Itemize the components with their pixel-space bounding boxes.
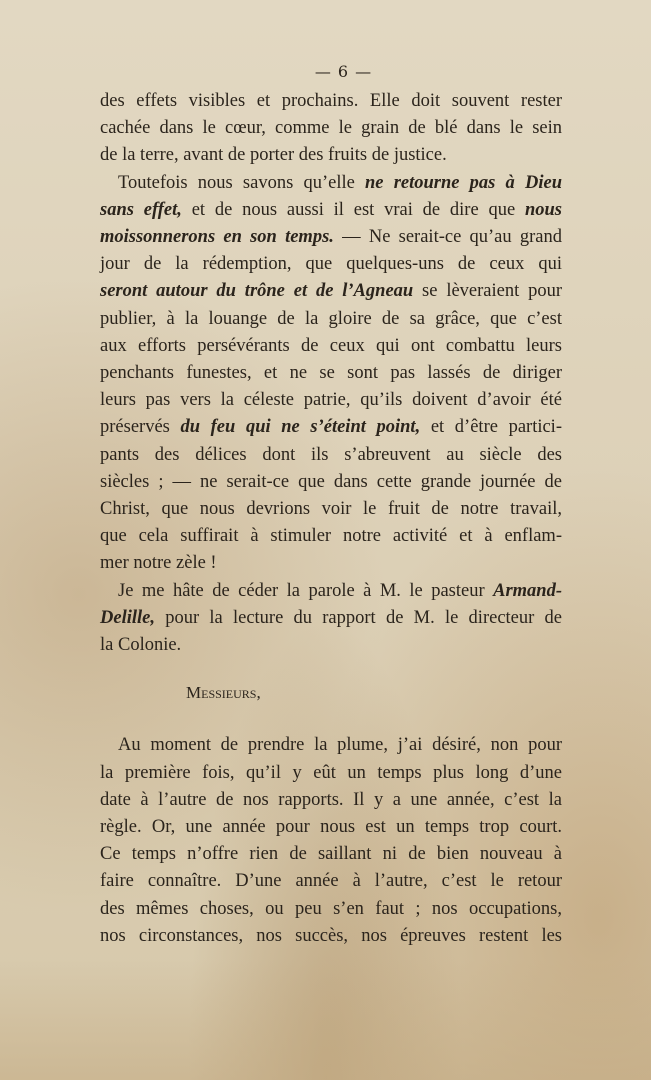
text-run: pour la lecture du rapport de M. le directeur de	[154, 607, 562, 628]
text-run: et d’être partici-	[420, 417, 562, 438]
text-run: penchants funestes, et ne se sont pas lassés de diriger	[100, 363, 562, 384]
text-run: que cela suffirait à stimuler notre activité et à enflam-	[100, 526, 562, 547]
text-line	[100, 197, 562, 224]
text-run: nos circonstances, nos succès, nos épreuves restent les	[100, 925, 562, 946]
italic-text: ne retourne pas à Dieu	[365, 172, 562, 193]
text-line	[100, 278, 562, 305]
page-bottom-edge	[0, 1036, 651, 1080]
text-line	[100, 333, 562, 360]
section-heading: Messieurs,	[186, 683, 261, 703]
text-line	[100, 306, 562, 333]
text-line	[100, 142, 562, 169]
text-run: se lèveraient pour	[413, 281, 563, 302]
text-line	[100, 868, 562, 895]
text-line	[100, 251, 562, 278]
text-run: la première fois, qu’il y eût un temps plus long d’une	[100, 762, 562, 783]
italic-text: Delille,	[100, 607, 155, 628]
text-line	[100, 387, 562, 414]
paragraph	[100, 732, 562, 950]
paragraph	[100, 88, 562, 170]
text-line	[100, 115, 562, 142]
body-text	[100, 88, 562, 950]
text-line	[100, 578, 562, 605]
text-run: la Colonie.	[100, 635, 182, 656]
text-line	[100, 88, 562, 115]
text-line	[100, 224, 562, 251]
text-line	[100, 523, 562, 550]
text-run: siècles ; — ne serait-ce que dans cette grande journée de	[100, 471, 562, 492]
text-run: mer notre zèle !	[100, 553, 217, 574]
text-run: et de nous aussi il est vrai de dire que	[181, 199, 525, 220]
text-line	[100, 469, 562, 496]
text-line	[100, 814, 562, 841]
italic-text: sans effet,	[100, 199, 182, 220]
italic-text: seront autour du trône et de l’Agneau	[100, 281, 414, 302]
text-run: des mêmes choses, ou peu s’en faut ; nos occupations,	[100, 898, 562, 919]
text-line	[100, 896, 562, 923]
text-line	[100, 923, 562, 950]
text-line	[100, 760, 562, 787]
text-line	[100, 170, 562, 197]
paragraph	[100, 170, 562, 578]
text-run: cachée dans le cœur, comme le grain de blé dans le sein	[100, 118, 562, 139]
page-number: — 6 —	[314, 62, 373, 81]
text-line	[100, 841, 562, 868]
paragraph	[100, 578, 562, 660]
text-run: leurs pas vers la céleste patrie, qu’ils doivent d’avoir été	[100, 390, 562, 411]
text-line	[100, 360, 562, 387]
text-run: date à l’autre de nos rapports. Il y a une année, c’est la	[100, 789, 562, 810]
text-run: Christ, que nous devrions voir le fruit de notre travail,	[100, 499, 562, 520]
text-run: publier, à la louange de la gloire de sa grâce, que c’est	[100, 308, 562, 329]
italic-text: nous	[524, 199, 562, 220]
text-run: des effets visibles et prochains. Elle doit souvent rester	[100, 91, 562, 111]
text-line	[100, 732, 562, 759]
text-run: faire connaître. D’une année à l’autre, c’est le retour	[100, 871, 562, 892]
text-line	[100, 632, 562, 659]
italic-text: du feu qui ne s’éteint point,	[180, 417, 421, 438]
text-line	[100, 550, 562, 577]
text-run: Toutefois nous savons qu’elle	[118, 172, 366, 193]
text-run: pants des délices dont ils s’abreuvent au siècle des	[100, 444, 562, 465]
text-run: Au moment de prendre la plume, j’ai désiré, non pour	[118, 735, 562, 756]
text-line	[100, 496, 562, 523]
text-run: de la terre, avant de porter des fruits de justice.	[100, 145, 447, 166]
text-run: Ce temps n’offre rien de saillant ni de bien nouveau à	[100, 844, 562, 865]
text-run: Je me hâte de céder la parole à M. le pasteur	[118, 580, 494, 601]
text-run: — Ne serait-ce qu’au grand	[333, 227, 562, 248]
text-line	[100, 605, 562, 632]
text-line	[100, 787, 562, 814]
italic-text: Armand-	[493, 580, 562, 601]
text-run: préservés	[100, 417, 181, 438]
text-line	[100, 442, 562, 469]
italic-text: moissonnerons en son temps.	[100, 227, 334, 248]
text-run: aux efforts persévérants de ceux qui ont combattu leurs	[100, 335, 562, 356]
text-line	[100, 414, 562, 441]
text-run: règle. Or, une année pour nous est un temps trop court.	[100, 817, 562, 838]
text-run: jour de la rédemption, que quelques-uns de ceux qui	[100, 254, 562, 275]
